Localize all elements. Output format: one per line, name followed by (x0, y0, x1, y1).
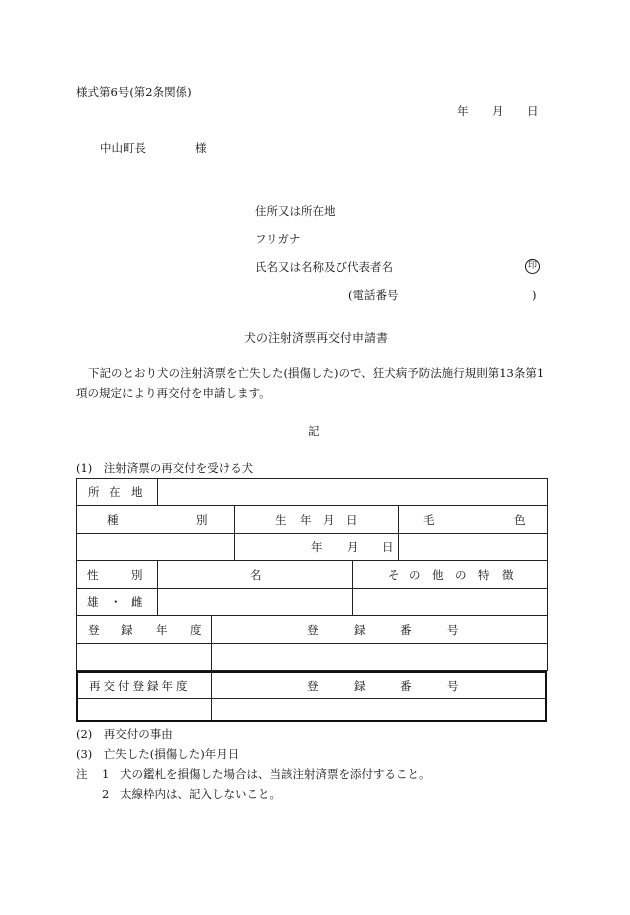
fur-char-1: 毛 (423, 513, 435, 527)
fur-char-2: 色 (514, 513, 526, 527)
name-header: 名 (250, 568, 262, 582)
addressee-honorific: 様 (195, 141, 207, 155)
date-year-label: 年 (457, 104, 469, 118)
seal-mark: 印 (525, 259, 540, 274)
reissue-num-char-4: 号 (447, 679, 459, 693)
sex-char-2: 別 (131, 568, 143, 582)
reissue-num-char-1: 登 (307, 679, 319, 693)
name-label: 氏名又は名称及び代表者名 (255, 260, 393, 274)
furigana-label: フリガナ (255, 232, 301, 246)
reg-num-char-4: 号 (447, 623, 459, 637)
note-1-number: 1 (102, 767, 110, 781)
note-2-text: 太線枠内は、記入しないこと。 (120, 787, 281, 801)
body-line-2: 項の規定により再交付を申請します。 (76, 386, 271, 400)
reg-year-char-2: 録 (121, 623, 133, 637)
notes-prefix: 注 (76, 767, 88, 781)
phone-close-paren: ) (532, 288, 537, 302)
section-1-heading: (1) 注射済票の再交付を受ける犬 (76, 461, 254, 475)
birth-char-2: 年 (300, 513, 312, 527)
note-2-number: 2 (102, 787, 110, 801)
form-number: 様式第6号(第2条関係) (76, 85, 192, 99)
phone-label: (電話番号 (348, 288, 399, 302)
addressee-name: 中山町長 (100, 141, 146, 155)
sex-separator: ・ (110, 595, 122, 609)
feature-char-3: 他 (432, 568, 444, 582)
birth-year-unit: 年 (311, 540, 323, 554)
document-title: 犬の注射済票再交付申請書 (244, 331, 389, 345)
sex-char-1: 性 (87, 568, 99, 582)
location-char-2: 在 (109, 485, 121, 499)
birth-char-1: 生 (275, 513, 287, 527)
location-char-1: 所 (88, 485, 100, 499)
sex-female: 雌 (131, 595, 143, 609)
birth-char-4: 日 (346, 513, 358, 527)
date-month-label: 月 (492, 104, 504, 118)
feature-char-2: の (409, 568, 421, 582)
section-3-heading: (3) 亡失した(損傷した)年月日 (76, 747, 240, 761)
reg-year-char-4: 度 (190, 623, 202, 637)
birth-day-unit: 日 (382, 540, 394, 554)
reg-num-char-3: 番 (400, 623, 412, 637)
ki-heading: 記 (308, 424, 320, 438)
location-char-3: 地 (131, 485, 143, 499)
reissue-num-char-2: 録 (354, 679, 366, 693)
type-char-1: 種 (107, 513, 119, 527)
feature-char-4: の (455, 568, 467, 582)
body-line-1: 下記のとおり犬の注射済票を亡失した(損傷した)ので、狂犬病予防法施行規則第13条第1 (88, 366, 545, 380)
birth-char-3: 月 (323, 513, 335, 527)
section-2-heading: (2) 再交付の事由 (76, 727, 173, 741)
feature-char-1: そ (388, 568, 400, 582)
reissue-year-header: 再交付登録年度 (89, 679, 191, 693)
reg-num-char-2: 録 (354, 623, 366, 637)
address-label: 住所又は所在地 (255, 204, 336, 218)
type-char-2: 別 (196, 513, 208, 527)
feature-char-5: 特 (478, 568, 490, 582)
date-day-label: 日 (527, 104, 539, 118)
birth-month-unit: 月 (347, 540, 359, 554)
reg-year-char-3: 年 (156, 623, 168, 637)
sex-male: 雄 (87, 595, 99, 609)
feature-char-6: 徴 (502, 568, 514, 582)
note-1-text: 犬の鑑札を損傷した場合は、当該注射済票を添付すること。 (120, 767, 431, 781)
reissue-num-char-3: 番 (400, 679, 412, 693)
reg-year-char-1: 登 (88, 623, 100, 637)
reg-num-char-1: 登 (307, 623, 319, 637)
